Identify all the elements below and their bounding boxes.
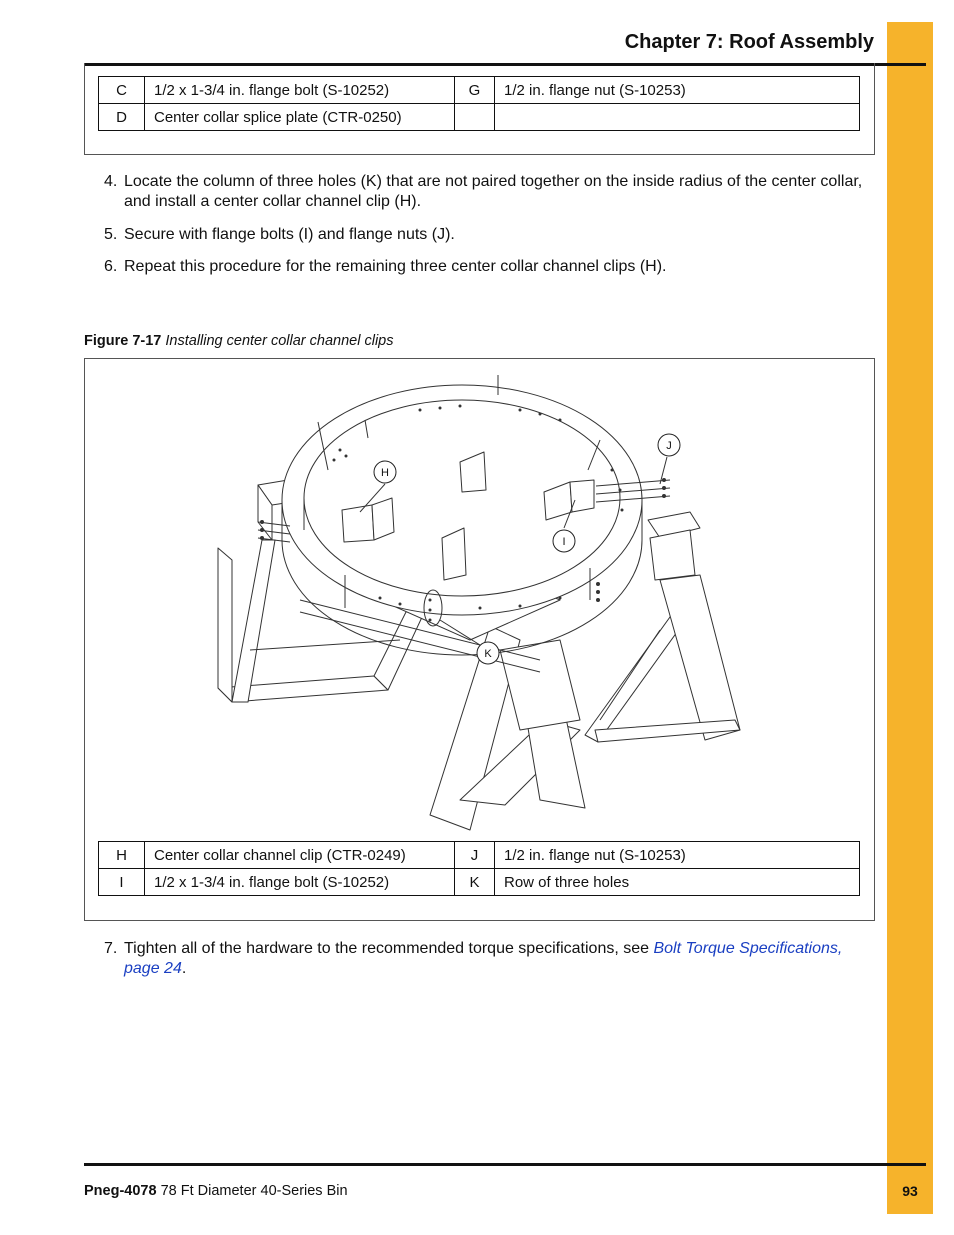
part-description: Row of three holes: [495, 869, 860, 896]
part-description: Center collar splice plate (CTR-0250): [145, 104, 455, 131]
part-key: I: [99, 869, 145, 896]
doc-title: 78 Ft Diameter 40-Series Bin: [160, 1183, 348, 1199]
part-key: H: [99, 842, 145, 869]
part-description: Center collar channel clip (CTR-0249): [145, 842, 455, 869]
callout-h-label: H: [381, 467, 389, 479]
step-text: [124, 939, 864, 979]
table-row: [99, 869, 860, 896]
step-text: Repeat this procedure for the remaining three center collar channel clips (H).: [124, 258, 667, 275]
step-item: [104, 939, 864, 979]
part-key: C: [99, 77, 145, 104]
step-text: Secure with flange bolts (I) and flange nuts (J).: [124, 226, 455, 243]
part-key: G: [455, 77, 495, 104]
part-description: 1/2 in. flange nut (S-10253): [495, 842, 860, 869]
part-key: K: [455, 869, 495, 896]
doc-id: Pneg-4078: [84, 1183, 157, 1199]
callout-i-label: I: [562, 536, 566, 548]
table-row: [99, 842, 860, 869]
step-number: 4.: [104, 173, 118, 190]
callout-j-label: J: [666, 440, 672, 452]
step-text: Locate the column of three holes (K) that are not paired together on the inside radius of the center collar, and install a center collar channel clip (H).: [124, 173, 863, 210]
part-description: 1/2 x 1-3/4 in. flange bolt (S-10252): [145, 77, 455, 104]
part-key: J: [455, 842, 495, 869]
step-text-body: Tighten all of the hardware to the recommended torque specifications, see: [124, 940, 654, 957]
figure-caption-text: Installing center collar channel clips: [165, 333, 394, 349]
footer-rule: [84, 1163, 926, 1166]
part-key: D: [99, 104, 145, 131]
step-number: 7.: [104, 940, 118, 957]
part-description: 1/2 x 1-3/4 in. flange bolt (S-10252): [145, 869, 455, 896]
part-description: 1/2 in. flange nut (S-10253): [495, 77, 860, 104]
footer-doc: [84, 1183, 348, 1199]
step-number: 6.: [104, 258, 118, 275]
callout-k-label: K: [484, 648, 492, 660]
step-text-suffix: .: [181, 960, 187, 977]
bolt-torque-link[interactable]: Bolt Torque Specifications, page 24: [124, 940, 843, 977]
bottom-parts-table: [98, 841, 860, 896]
figure-label: Figure 7-17: [84, 333, 162, 349]
page-number: 93: [902, 1183, 918, 1199]
step-number: 5.: [104, 226, 118, 243]
chapter-title: Chapter 7: Roof Assembly: [624, 31, 874, 53]
